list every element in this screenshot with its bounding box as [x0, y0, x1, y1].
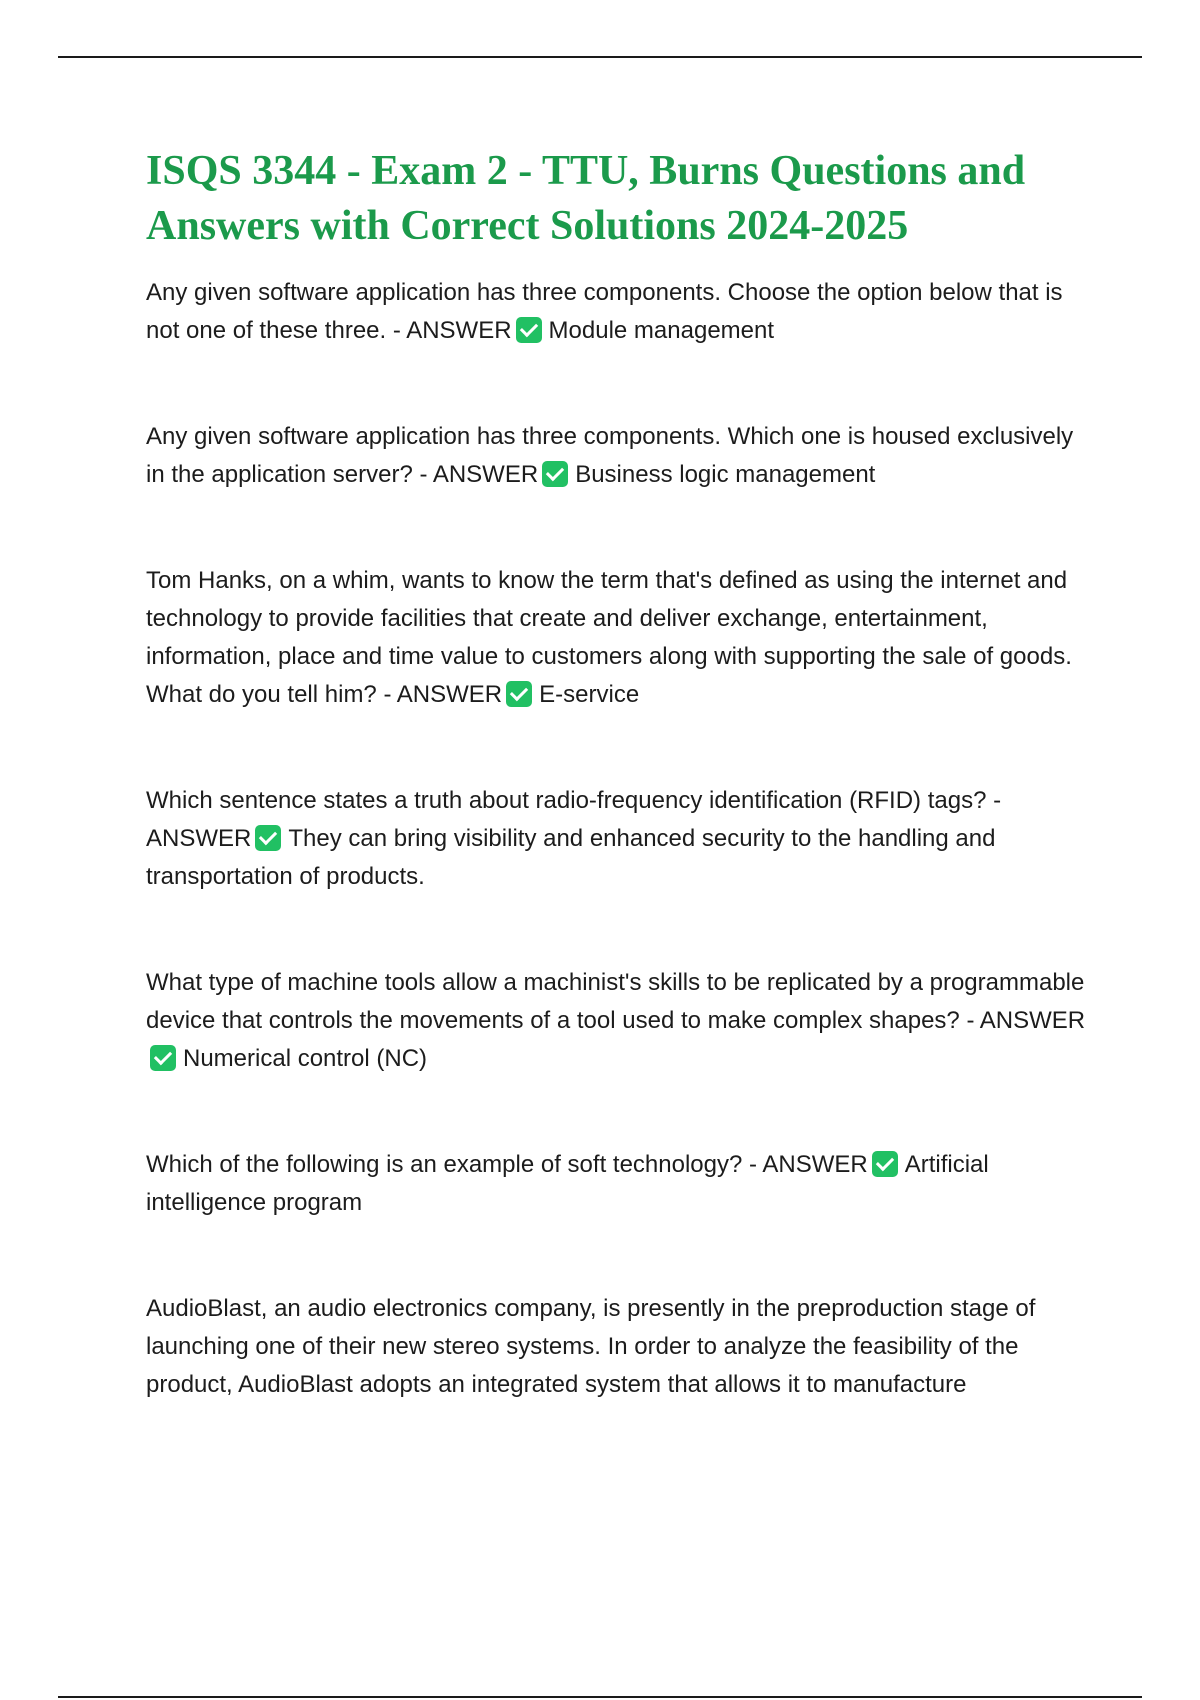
- bottom-rule: [58, 1696, 1142, 1698]
- check-icon: [872, 1151, 898, 1177]
- qa-item: [146, 964, 1096, 1078]
- question-text: Any given software application has three components. Which one is housed exclusively in the application server?: [146, 423, 1074, 488]
- question-text: Which sentence states a truth about radio-frequency identification (RFID) tags?: [146, 787, 987, 814]
- answer-label: - ANSWER: [383, 681, 503, 708]
- qa-item: [146, 562, 1096, 714]
- check-icon: [150, 1045, 176, 1071]
- check-icon: [542, 461, 568, 487]
- document-body: [146, 144, 1096, 1472]
- answer-label: - ANSWER: [146, 787, 1002, 852]
- answer-text: E-service: [539, 681, 640, 708]
- qa-item: [146, 1146, 1096, 1222]
- answer-text: Module management: [548, 317, 775, 344]
- check-icon: [255, 825, 281, 851]
- qa-list: [146, 274, 1096, 1404]
- answer-label: - ANSWER: [392, 317, 512, 344]
- answer-label: - ANSWER: [749, 1151, 868, 1178]
- answer-text: Numerical control (NC): [183, 1045, 428, 1072]
- check-icon: [516, 317, 542, 343]
- question-text: AudioBlast, an audio electronics company, is presently in the preproduction stage of launching one of their new stereo systems. In order to analyze the feasibility of the product, AudioBlast adopts an integrated system that allows it to manufacture: [146, 1295, 1036, 1398]
- answer-text: Artificial intelligence program: [146, 1151, 989, 1216]
- check-icon: [506, 681, 532, 707]
- answer-label: - ANSWER: [419, 461, 539, 488]
- answer-text: Business logic management: [575, 461, 876, 488]
- qa-item: [146, 1290, 1096, 1404]
- qa-item: [146, 274, 1096, 350]
- question-text: Any given software application has three components. Choose the option below that is not one of these three.: [146, 279, 1063, 344]
- qa-item: [146, 782, 1096, 896]
- answer-label: - ANSWER: [966, 1007, 1086, 1034]
- answer-text: They can bring visibility and enhanced security to the handling and transportation of products.: [146, 825, 996, 890]
- question-text: What type of machine tools allow a machinist's skills to be replicated by a programmable device that controls the movements of a tool used to make complex shapes?: [146, 969, 1085, 1034]
- qa-item: [146, 418, 1096, 494]
- question-text: Tom Hanks, on a whim, wants to know the term that's defined as using the internet and technology to provide facilities that create and deliver exchange, entertainment, information, place and time value to customers along with supporting the sale of goods. What do you tell him?: [146, 567, 1072, 708]
- top-rule: [58, 56, 1142, 58]
- question-text: Which of the following is an example of soft technology?: [146, 1151, 743, 1178]
- page-title: ISQS 3344 - Exam 2 - TTU, Burns Questions and Answers with Correct Solutions 2024-2025: [146, 148, 1026, 249]
